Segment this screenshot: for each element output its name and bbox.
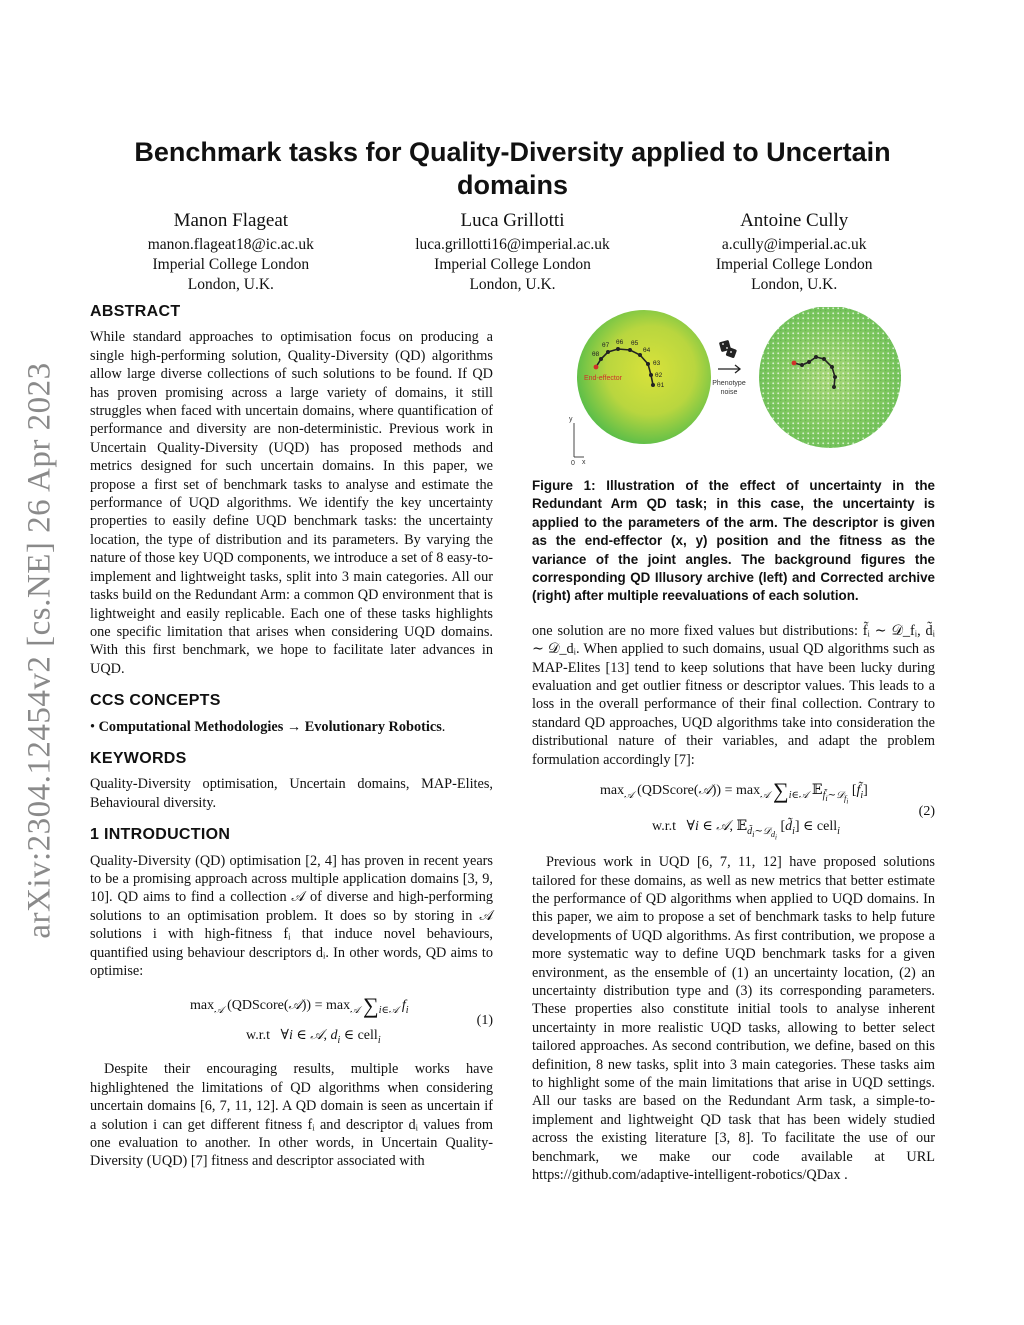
axis-origin-label: 0 <box>571 460 575 467</box>
author-name: Manon Flageat <box>173 210 289 231</box>
axis-x-label: x <box>582 459 586 466</box>
equation-1-objective: $\max_𝒜$ (QDScore(𝒜)) = $\max_𝒜 \sum_{i\in 𝒜}$ $f_i$ <box>190 993 409 1019</box>
end-effector-marker-right <box>792 361 797 366</box>
phenotype-noise-label-1: Phenotype <box>712 380 746 387</box>
svg-text:θ7: θ7 <box>602 342 610 349</box>
ccs-heading: CCS CONCEPTS <box>90 692 221 710</box>
author-affiliation: Imperial College London <box>152 256 310 273</box>
introduction-paragraph-2: Despite their encouraging results, multiple works have highlightened the limitations of QD algorithms when considering uncertain domains [6, 7, 11, 12]. A QD domain is seen as uncertain if a solution i can get different fitness fᵢ and descriptor dᵢ values from one evaluation to another. In other words, in Uncertain Quality-Diversity (UQD) [7] fitness and descriptor associated with <box>90 1061 493 1170</box>
svg-text:θ3: θ3 <box>653 360 661 367</box>
equation-1 <box>90 992 493 1048</box>
ccs-arrow: → <box>286 718 302 735</box>
author-location: London, U.K. <box>751 276 838 293</box>
keywords-heading: KEYWORDS <box>90 749 187 767</box>
keywords-text: Quality-Diversity optimisation, Uncertain domains, MAP-Elites, Behavioural diversity. <box>90 776 493 811</box>
author-2 <box>372 208 654 295</box>
author-email: a.cully@imperial.ac.uk <box>721 236 867 253</box>
svg-text:θ5: θ5 <box>631 340 639 347</box>
author-3 <box>653 208 935 295</box>
abstract-heading: ABSTRACT <box>90 303 181 320</box>
dice-icon <box>719 340 737 359</box>
ccs-bullet: • <box>90 718 96 735</box>
equation-1-constraint: w.r.t ∀i ∈ 𝒜, $d_i$ ∈ cell$_i$ <box>246 1027 381 1047</box>
abstract-text: While standard approaches to optimisation focus on producing a single high-performing solution, Quality-Diversity (QD) algorithms allow large diverse collections of such solutions to be found. If QD has proven promising across a large variety of domains, it still struggles when faced with uncertain domains, where quantification of performance and diversity are non-deterministic. Previous work in Uncertain Quality-Diversity (UQD) has proposed methods and metrics designed for such uncertain domains. In this paper, we propose a first set of benchmark tasks to analyse and estimate the performance of UQD algorithms. We identify the key uncertainty properties to easily define UQD benchmark tasks: the uncertainty location, the type of distribution and its parameters. By varying the nature of those key UQD components, we introduce a set of 8 easy-to-implement and lightweight tasks, split into 3 main categories. All our tasks build on the Redundant Arm: a common QD environment that is lightweight and easily replicable. Each one of these tasks highlights one specific limitation that arises when considering UQD domains. With this first benchmark, we hope to facilitate later advances in UQD. <box>90 329 493 677</box>
svg-text:θ1: θ1 <box>657 382 665 389</box>
author-affiliation: Imperial College London <box>434 256 591 273</box>
axis-y-label: y <box>569 416 573 423</box>
author-block <box>90 208 935 295</box>
author-1 <box>90 208 372 295</box>
figure-1-illustration <box>532 307 935 467</box>
left-column <box>90 303 493 1171</box>
svg-text:θ2: θ2 <box>655 372 663 379</box>
svg-text:θ8: θ8 <box>592 351 600 358</box>
paper-title: Benchmark tasks for Quality-Diversity applied to Uncertain domains <box>134 137 891 200</box>
right-paragraph-1: one solution are no more fixed values but distributions: f̃ᵢ ∼ 𝒟_fᵢ, d̃ᵢ ∼ 𝒟_dᵢ. When applied to such domains, usual QD algorithms such as MAP-Elites [13] tend to keep solutions that have been lucky during evaluation and get outlier fitness or descriptor values. This leads to a loss in the overall performance of their final collection. Contrary to standard QD approaches, UQD algorithms take into consideration the distributional nature of their variables, and adapt the problem formulation accordingly [7]: <box>532 622 935 768</box>
end-effector-label: End-effector <box>584 375 623 382</box>
introduction-paragraph-1: Quality-Diversity (QD) optimisation [2, 4] has proven in recent years to be a promising approach across multiple application domains [3, 9, 10]. QD aims to find a collection 𝒜 of diverse and high-performing solutions to an optimisation problem. It does so by storing in 𝒜 solutions i with high-fitness fᵢ that induce novel behaviours, quantified using behaviour descriptors dᵢ. In other words, QD aims to optimise: <box>90 852 493 979</box>
svg-text:θ4: θ4 <box>643 347 651 354</box>
equation-2 <box>532 779 935 841</box>
author-name: Luca Grillotti <box>460 210 565 231</box>
author-email: manon.flageat18@ic.ac.uk <box>147 236 314 253</box>
author-name: Antoine Cully <box>740 210 849 231</box>
arrow-right-icon <box>718 365 740 373</box>
author-email: luca.grillotti16@imperial.ac.uk <box>415 236 610 253</box>
end-effector-marker <box>594 365 599 370</box>
ccs-concept: Computational Methodologies <box>98 718 284 735</box>
phenotype-noise-label-2: noise <box>720 389 738 396</box>
ccs-sub-concept: Evolutionary Robotics <box>304 718 442 735</box>
equation-2-constraint: w.r.t ∀i ∈ 𝒜, 𝔼$_{d̃_i\sim 𝒟_{d_i}}$ $[d̃_i]$ ∈ cell$_i$ <box>652 818 840 842</box>
right-paragraph-2: Previous work in UQD [6, 7, 11, 12] have proposed solutions tailored for these domains, as well as new metrics that better estimate the performance of QD algorithms when applied to UQD domains. In this paper, we aim to propose a set of benchmark tasks to help future developments of UQD algorithms. As first contribution, we propose a more systematic way to define UQD benchmark tasks for a given environment, as the ensemble of (1) an uncertainty location, (2) an uncertainty distribution type and (3) its corresponding parameters. These properties also constitute initial tools to analyse inherent uncertainty in more realistic UQD tasks, allowing to better select tailored approaches. As second contribution, we define, based on this definition, 8 new tasks, split into 3 main categories. These tasks aim to highlight some of the main limitations that arise in UQD settings. All our tasks are based on the Redundant Arm task, a simple-to-implement and lightweight QD task that has been widely studied across the existing literature [3, 8]. To facilitate the use of our benchmark, we make our code available at URL https://github.com/adaptive-intelligent-robotics/QDax . <box>532 854 935 1183</box>
figure-1-caption: Figure 1: Illustration of the effect of uncertainty in the Redundant Arm QD task; in this case, the uncertainty is applied to the parameters of the arm. The descriptor is given as the end-effector (x, y) position and the fitness as the variance of the joint angles. The background figures the corresponding QD Illusory archive (left) and Corrected archive (right) after multiple reevaluations of each solution. <box>532 478 935 604</box>
introduction-heading: 1 INTRODUCTION <box>90 826 231 844</box>
figure-1 <box>532 307 935 467</box>
author-location: London, U.K. <box>469 276 556 293</box>
equation-2-number: (2) <box>918 804 935 820</box>
svg-text:θ6: θ6 <box>616 339 624 346</box>
author-location: London, U.K. <box>187 276 274 293</box>
author-affiliation: Imperial College London <box>715 256 873 273</box>
arxiv-identifier-text: arXiv:2304.12454v2 [cs.NE] 26 Apr 2023 <box>21 361 58 939</box>
right-column <box>532 303 935 1184</box>
equation-2-objective: $\max_𝒜$ (QDScore(𝒜)) = $\max_𝒜 \sum_{i\in 𝒜}$ 𝔼$_{f̃_i\sim 𝒟_{f_i}}$ $[f̃_i]$ <box>600 778 868 806</box>
ccs-end: . <box>441 718 446 735</box>
axis-indicator <box>569 416 586 467</box>
equation-1-number: (1) <box>476 1013 493 1029</box>
ccs-concepts <box>90 718 493 736</box>
arxiv-identifier-stamp <box>8 340 72 960</box>
